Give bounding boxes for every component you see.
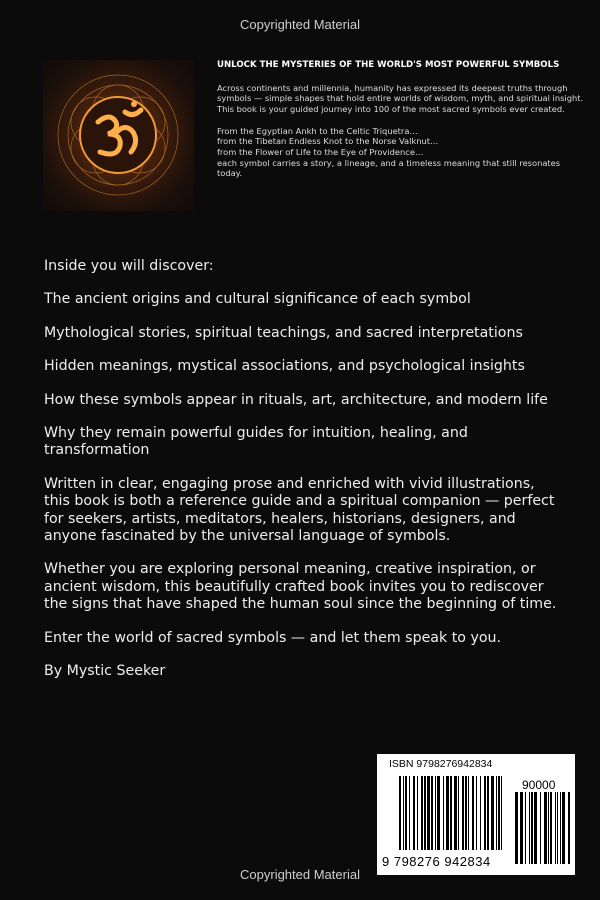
barcode-bar	[405, 776, 407, 850]
barcode-bar	[413, 776, 415, 850]
barcode-bar	[399, 776, 401, 850]
barcode-bar	[465, 776, 467, 850]
body-paragraph: Why they remain powerful guides for intuition, healing, and transformation	[44, 425, 468, 459]
barcode-bar	[548, 792, 549, 864]
intro-line: From the Egyptian Ankh to the Celtic Triquetra…	[217, 125, 418, 136]
barcode-bar	[534, 792, 537, 864]
barcode-bar	[562, 792, 565, 864]
barcode-bar	[560, 792, 561, 864]
intro-line: from the Tibetan Endless Knot to the Norse Valknut…	[217, 136, 439, 147]
barcode-bar	[568, 792, 570, 864]
barcode-bar	[417, 776, 418, 850]
cover-art-om	[43, 60, 194, 211]
barcode-bar	[525, 792, 526, 864]
addon-barcode-bars	[515, 792, 571, 864]
barcode-bar	[462, 776, 464, 850]
barcode-bar	[515, 792, 518, 864]
barcode-bar	[458, 776, 459, 850]
barcode-bar	[424, 776, 426, 850]
barcode-bar	[555, 792, 556, 864]
intro-heading: UNLOCK THE MYSTERIES OF THE WORLD'S MOST POWERFUL SYMBOLS	[217, 60, 560, 70]
isbn-label: ISBN 9798276942834	[389, 758, 493, 770]
barcode-bar	[409, 776, 410, 850]
author-byline: By Mystic Seeker	[44, 663, 166, 680]
barcode-digits: 9 798276 942834	[382, 854, 491, 869]
barcode-bar	[484, 776, 486, 850]
intro-text: Across continents and millennia, humanity has expressed its deepest truths through symbols — simple shapes that hold entire worlds of wisdom, myth, and spiritual insight.	[217, 82, 584, 104]
barcode-bar	[540, 792, 541, 864]
barcode-bar	[480, 776, 481, 850]
barcode-bar	[550, 792, 552, 864]
body-paragraph: How these symbols appear in rituals, art, architecture, and modern life	[44, 391, 548, 408]
intro-text: This book is your guided journey into 100 of the most sacred symbols ever created.	[217, 104, 565, 115]
intro-line: from the Flower of Life to the Eye of Providence…	[217, 146, 424, 157]
barcode-bar	[557, 792, 558, 864]
barcode-bar	[437, 776, 440, 850]
intro-paragraph	[217, 83, 587, 115]
barcode-bar	[544, 792, 547, 864]
barcode-bar	[487, 776, 489, 850]
body-paragraph: Inside you will discover:	[44, 258, 214, 274]
barcode-bar	[435, 776, 436, 850]
barcode-bar	[450, 776, 452, 850]
intro-block	[217, 60, 587, 190]
intro-line: each symbol carries a story, a lineage, and a timeless meaning that still resonates today.	[217, 157, 561, 179]
watermark-bottom: Copyrighted Material	[240, 867, 360, 882]
barcode-bar	[529, 792, 530, 864]
body-paragraph: Written in clear, engaging prose and enriched with vivid illustrations, this book is both a reference guide and a spiritual companion — perfect for seekers, artists, meditators, healers, historians, designers, and anyone fascinated by the universal language of symbols.	[44, 475, 555, 545]
barcode-bar	[496, 776, 497, 850]
body-paragraph: Hidden meanings, mystical associations, and psychological insights	[44, 358, 525, 375]
barcode-bar	[431, 776, 433, 850]
barcode-bars	[399, 776, 503, 864]
barcode-bar	[443, 776, 444, 850]
isbn-barcode	[377, 754, 575, 875]
barcode-bar	[501, 776, 502, 850]
body-paragraph: The ancient origins and cultural significance of each symbol	[44, 291, 471, 308]
barcode-bar	[446, 776, 449, 850]
barcode-bar	[403, 776, 404, 850]
barcode-bar	[531, 792, 533, 864]
body-paragraph: Mythological stories, spiritual teachings, and sacred interpretations	[44, 324, 523, 341]
watermark-top: Copyrighted Material	[240, 17, 360, 32]
barcode-bar	[454, 776, 457, 850]
barcode-bar	[427, 776, 430, 850]
body-paragraph: Enter the world of sacred symbols — and let them speak to you.	[44, 629, 502, 646]
barcode-bar	[498, 776, 500, 850]
barcode-bar	[472, 776, 474, 850]
intro-list	[217, 126, 587, 180]
price-code: 90000	[522, 778, 556, 792]
om-symbol-icon	[43, 60, 194, 211]
body-paragraph: Whether you are exploring personal meaning, creative inspiration, or ancient wisdom, this beautifully crafted book invites you to rediscover the signs that have shaped the human soul since the beginning of time.	[44, 561, 557, 613]
barcode-bar	[421, 776, 423, 850]
barcode-bar	[468, 776, 469, 850]
barcode-bar	[520, 792, 523, 864]
barcode-bar	[491, 776, 494, 850]
barcode-bar	[476, 776, 477, 850]
main-description	[44, 258, 564, 697]
